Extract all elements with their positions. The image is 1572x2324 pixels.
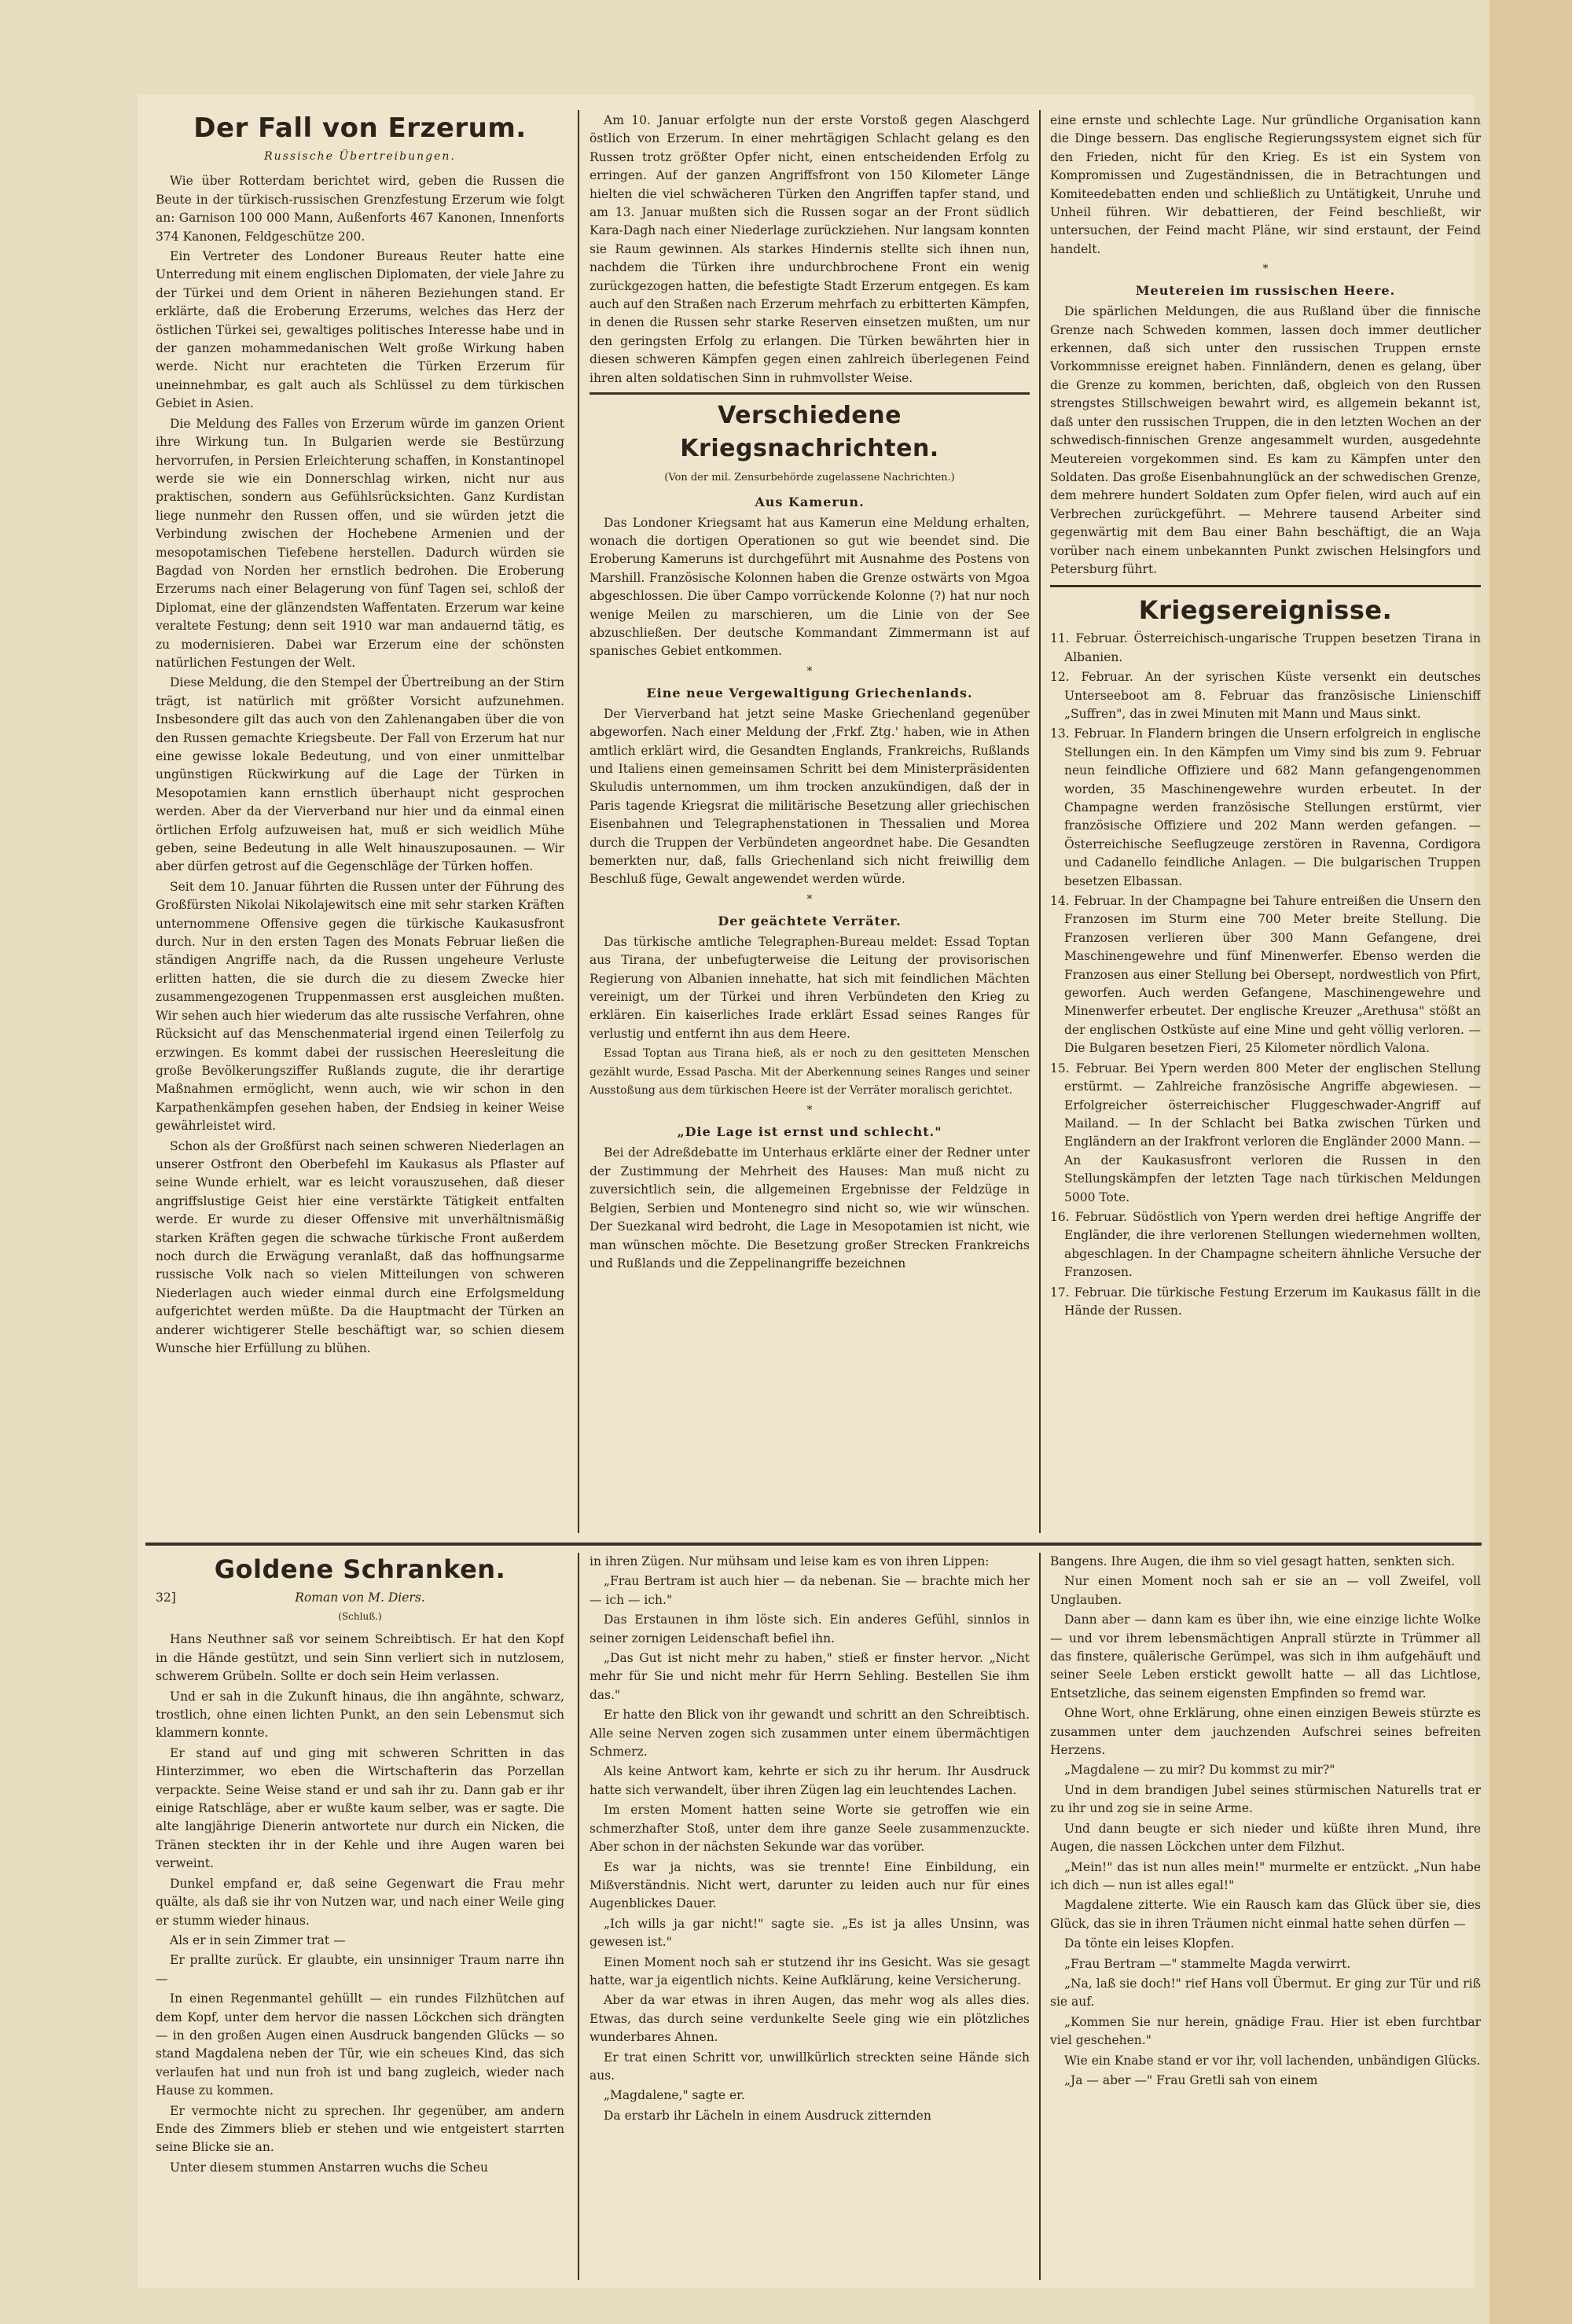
roman-paragraph: „Kommen Sie nur herein, gnädige Frau. Hier ist eben furchtbar viel geschehen." [1050,2014,1481,2048]
verschiedene-subtitle: (Von der mil. Zensurbehörde zugelassene Nachrichten.) [664,472,955,484]
erzerum-paragraph: Ein Vertreter des Londoner Bureaus Reuter hatte eine Unterredung mit einem englischen Diplomaten, der viele Jahre zu der Türkei und dem Orient in näheren Beziehungen stand. Er erklärte, daß die Eroberung Erzerums, welches das Herz der östlichen Türkei sei, gewaltiges politisches Interesse habe und in der ganzen mohammedanischen Welt große Wirkung haben werde. Nicht nur erachteten die Türken Erzerum für uneinnehmbar, es galt auch als Schlüssel zu dem türkischen Gebiet in Asien. [156,249,564,411]
erzerum-paragraph: Schon als der Großfürst nach seinen schweren Niederlagen an unserer Ostfront den Oberbefehl im Kaukasus als Pflaster auf seine Wunde erhielt, war es leicht vorauszusehen, daß dieser angriffslustige Geist hier eine verstärkte Tätigkeit entfalten werde. Er wurde zu dieser Offensive mit unverhältnismäßig starken Kräften gegen die schwache türkische Front außerdem noch durch die Erwägung veranlaßt, daß das hoffnungsarme russische Volk nach so vielen Mitteilungen von schweren Niederlagen auch wieder einmal durch eine Erfolgsmeldung aufgerichtet werden müßte. Da die Hauptmacht der Türken an anderer wichtigerer Stelle beschäftigt war, so schien diesem Wunsche hier Erfüllung zu blühen. [156,1138,564,1355]
verraeter-text: Das türkische amtliche Telegraphen-Bureau meldet: Essad Toptan aus Tirana, der unbefugterweise die Leitung der provisorischen Regierung von Albanien innehatte, hat sich mit feindlichen Mächten vereinigt, um der Türkei und ihren Verbündeten den Krieg zu erklären. Ein kaiserliches Irade erklärt Essad seines Ranges für verlustig und entfernt ihn aus dem Heere. [590,934,1030,1041]
page-edge [1489,0,1572,2324]
separator-star: * [806,1104,813,1117]
ereignis-item: 17. Februar. Die türkische Festung Erzerum im Kaukasus fällt in die Hände der Russen. [1050,1285,1481,1318]
roman-paragraph: Bangens. Ihre Augen, die ihm so viel gesagt hatten, senkten sich. [1050,1554,1456,1568]
roman-paragraph: Und in dem brandigen Jubel seines stürmischen Naturells trat er zu ihr und zog sie in seine Arme. [1050,1782,1481,1816]
ereignis-item: 16. Februar. Südöstlich von Ypern werden drei heftige Angriffe der Engländer, die ihre verlorenen Stellungen wiedernehmen wollten, abgeschlagen. In der Champagne scheitern ähnliche Versuche der Franzosen. [1050,1209,1481,1280]
griechenland-heading: Eine neue Vergewaltigung Griechenlands. [646,685,973,701]
column-erzerum [156,112,564,1531]
roman-paragraph: „Ja — aber —" Frau Gretli sah von einem [1064,2072,1318,2087]
roman-paragraph: „Ich wills ja gar nicht!" sagte sie. „Es ist ja alles Unsinn, was gewesen ist." [590,1916,1030,1950]
ereignis-item: 14. Februar. In der Champagne bei Tahure entreißen die Unsern den Franzosen im Sturm eine 700 Meter breite Stellung. Die Franzosen verlieren über 300 Mann Gefangene, drei Maschinengewehre und fünf Minenwerfer. Ebenso werden die Franzosen aus einer Stellung bei Obersept, nordwestlich von Pfirt, geworfen. Auch werden Gefangene, Maschinengewehre und Minenwerfer erbeutet. Der englische Kreuzer „Arethusa" stößt an der englischen Ostküste auf eine Mine und geht völlig verloren. — Die Bulgaren besetzen Fieri, 25 Kilometer nördlich Valona. [1050,894,1481,1056]
roman-column-2 [590,1553,1030,2280]
column-kriegsereignisse [1050,112,1481,1531]
roman-paragraph: Aber da war etwas in ihren Augen, das mehr wog als alles dies. Etwas, das durch seine verdunkelte Seele ging wie ein plötzliches wunderbares Ahnen. [590,1993,1030,2045]
meuterei-heading: Meutereien im russischen Heere. [1135,283,1396,299]
roman-title: Goldene Schranken. [214,1554,506,1584]
lage-text: Bei der Adreßdebatte im Unterhaus erklärte einer der Redner unter der Zustimmung der Mehrheit des Hauses: Man muß nicht zu zuversichtlich sein, die allgemeinen Ergebnisse der Feldzüge in Belgien, Serbien und Montenegro sind nicht so, wie wir wünschen. Der Suezkanal wird bedroht, die Lage in Mesopotamien ist nicht, wie man wünschen möchte. Die Besetzung großer Strecken Frankreichs und Rußlands und die Zeppelinangriffe bezeichnen [590,1145,1030,1270]
roman-paragraph: Er hatte den Blick von ihr gewandt und schritt an den Schreibtisch. Alle seine Nerven zogen sich zusammen unter einem übermächtigen Schmerz. [590,1708,1030,1760]
roman-paragraph: Unter diesem stummen Anstarren wuchs die Scheu [170,2160,488,2175]
column-divider [1039,1553,1041,2280]
roman-paragraph: Dann aber — dann kam es über ihn, wie eine einzige lichte Wolke — und vor ihrem lebensmächtigen Anprall stürzte in Trümmer all das finstere, quälerische Gerümpel, was sich in ihm aufgehäuft und seiner Seele Leben erstickt gewollt hatte — all das Lichtlose, Entsetzliche, das seinem eigensten Empfinden so fremd war. [1050,1612,1481,1701]
roman-paragraph: Im ersten Moment hatten seine Worte sie getroffen wie ein schmerzhafter Stoß, unter dem ihre ganze Seele zusammenzuckte. Aber schon in der nächsten Sekunde war das vorüber. [590,1803,1030,1855]
erzerum-title: Der Fall von Erzerum. [193,112,527,144]
section-divider [590,392,1030,395]
column-divider [578,110,579,1533]
roman-paragraph: Als er in sein Zimmer trat — [170,1932,346,1947]
roman-paragraph: Da tönte ein leises Klopfen. [1064,1936,1235,1951]
roman-paragraph: „Na, laß sie doch!" rief Hans voll Übermut. Er ging zur Tür und riß sie auf. [1050,1976,1481,2010]
lage-heading: „Die Lage ist ernst und schlecht." [677,1124,942,1140]
roman-paragraph: Ohne Wort, ohne Erklärung, ohne einen einzigen Beweis stürzte es zusammen unter dem jauchzenden Aufschrei seines befreiten Herzens. [1050,1706,1481,1758]
roman-paragraph: Hans Neuthner saß vor seinem Schreibtisch. Er hat den Kopf in die Hände gestützt, und sein Sinn verliert sich in nutzlosem, schwerem Grübeln. Sollte er doch sein Heim verlassen. [156,1632,564,1684]
roman-byline: Roman von M. Diers. [295,1590,425,1605]
roman-paragraph: Nur einen Moment noch sah er sie an — voll Zweifel, voll Unglauben. [1050,1574,1481,1607]
kamerun-heading: Aus Kamerun. [755,494,865,509]
roman-paragraph: Er vermochte nicht zu sprechen. Ihr gegenüber, am andern Ende des Zimmers blieb er stehen und wie entgeistert starrten seine Blicke sie an. [156,2103,564,2155]
roman-paragraph: Und dann beugte er sich nieder und küßte ihren Mund, ihre Augen, die nassen Löckchen unter dem Filzhut. [1050,1821,1481,1855]
roman-paragraph: Da erstarb ihr Lächeln in einem Ausdruck zitternden [604,2108,931,2123]
lage-continued: eine ernste und schlechte Lage. Nur gründliche Organisation kann die Dinge bessern. Das englische Regierungssystem eignet sich für den Frieden, nicht für den Krieg. Es ist ein System von Kompromissen und Zugeständnissen, die in Betrachtungen und Komiteedebatten enden und schließlich zu Untätigkeit, Unruhe und Unheil führen. Wir debattieren, der Feind beschließt, wir untersuchen, der Feind macht Pläne, wir sind erstaunt, der Feind handelt. [1050,113,1481,256]
griechenland-text: Der Vierverband hat jetzt seine Maske Griechenland gegenüber abgeworfen. Nach einer Meldung der ‚Frkf. Ztg.' haben, wie in Athen amtlich erklärt wird, die Gesandten Englands, Frankreichs, Rußlands und Italiens einen gemeinsamen Schritt bei dem Ministerpräsidenten Skuludis unternommen, um ihm trocken anzukündigen, daß der in Paris tagende Kriegsrat die militärische Besetzung aller griechischen Eisenbahnen und Telegraphenstationen in Thessalien und Morea durch die Truppen der Verbündeten angeordnet habe. Die Gesandten bemerkten nur, daß, falls Griechenland sich nicht freiwillig dem Beschluß füge, Gewalt angewendet werden würde. [590,706,1030,887]
roman-paragraph: „Frau Bertram —" stammelte Magda verwirrt. [1064,1956,1351,1971]
roman-column-1 [156,1553,564,2280]
roman-paragraph: Er stand auf und ging mit schweren Schritten in das Hinterzimmer, wo eben die Wirtschafterin das Porzellan verpackte. Seine Weise stand er und sah ihr zu. Dann gab er ihr einige Ratschläge, aber er wußte kaum selber, was er sagte. Die alte langjährige Dienerin antwortete nur durch ein Nicken, die Tränen steckten ihr in der Kehle und ihre Augen waren bei verweint. [156,1745,564,1871]
roman-paragraph: „Frau Bertram ist auch hier — da nebenan. Sie — brachte mich her — ich — ich." [590,1574,1030,1607]
roman-paragraph: Und er sah in die Zukunft hinaus, die ihn angähnte, schwarz, trostlich, ohne einen lichten Punkt, an den sein Lebensmut sich klammern konnte. [156,1689,564,1741]
separator-star: * [806,892,813,906]
ereignisse-title: Kriegsereignisse. [1138,595,1393,626]
erzerum-subtitle: Russische Übertreibungen. [264,150,456,163]
kamerun-text: Das Londoner Kriegsamt hat aus Kamerun eine Meldung erhalten, wonach die dortigen Operationen so gut wie beendet sind. Die Eroberung Kameruns ist durchgeführt mit Ausnahme des Postens von Marshill. Französische Kolonnen haben die Grenze ostwärts von Mgoa abgeschlossen. Die über Campo vorrückende Kolonne (?) hat nur noch wenige Meilen zu marschieren, um die Linie von der See abzuschließen. Der deutsche Kommandant Zimmermann ist auf spanisches Gebiet entkommen. [590,515,1030,659]
meuterei-text: Die spärlichen Meldungen, die aus Rußland über die finnische Grenze nach Schweden kommen, lassen doch immer deutlicher erkennen, daß sich unter den russischen Truppen ernste Vorkommnisse ereignet haben. Finnländern, denen es gelang, über die Grenze zu kommen, berichten, daß, obgleich von den Russen strengstes Stillschweigen bewahrt wird, es allgemein bekannt ist, daß unter den russischen Truppen, die in den letzten Wochen an der schwedisch-finnischen Grenze angesammelt wurden, ausgedehnte Meutereien vorgekommen sind. Es kam zu Kämpfen unter den Soldaten. Das große Eisenbahnunglück an der schwedischen Grenze, dem mehrere hundert Soldaten zum Opfer fielen, wird auch auf ein Verbrechen zurückgeführt. — Mehrere tausend Arbeiter sind gegenwärtig mit dem Bau einer Bahn beschäftigt, die an Waja vorüber nach einem unbekannten Punkt zwischen Helsingfors und Petersburg führt. [1050,304,1481,576]
erzerum-paragraph: Seit dem 10. Januar führten die Russen unter der Führung des Großfürsten Nikolai Nikolajewitsch eine mit sehr starken Kräften unternommene Offensive gegen die türkische Kaukasusfront durch. Nur in den ersten Tagen des Monats Februar ließen die ständigen Angriffe nach, da die Russen ungeheure Verluste erlitten hatten, die sie durch die zu diesem Zwecke hier zusammengezogenen Truppenmassen erst ausgleichen mußten. Wir sehen auch hier wiederum das alte russische Verfahren, ohne Rücksicht auf das Menschenmaterial irgend einen Teilerfolg zu erzwingen. Es kommt dabei der russischen Heeresleitung die große Bevölkerungsziffer Rußlands zugute, die ihr derartige Maßnahmen ermöglicht, wenn auch, wie wir schon in den Karpathenkämpfen gesehen haben, der Endsieg in keiner Weise gewährleistet wird. [156,879,564,1134]
roman-column-3 [1050,1553,1481,2280]
roman-paragraph: Als keine Antwort kam, kehrte er sich zu ihr herum. Ihr Ausdruck hatte sich verwandelt, über ihren Zügen lag ein leuchtendes Lachen. [590,1764,1030,1797]
roman-byline-row [156,1589,564,1608]
verraeter-text: Essad Toptan aus Tirana hieß, als er noch zu den gesitteten Menschen gezählt wurde, Essad Pascha. Mit der Aberkennung seines Ranges und seiner Ausstoßung aus dem türkischen Heere ist der Verräter moralisch gerichtet. [590,1047,1030,1098]
roman-paragraph: Das Erstaunen in ihm löste sich. Ein anderes Gefühl, sinnlos in seiner zornigen Leidenschaft befiel ihn. [590,1612,1030,1646]
roman-paragraph: Es war ja nichts, was sie trennte! Eine Einbildung, ein Mißverständnis. Nicht wert, darunter zu leiden auch nur für eines Augenblickes Dauer. [590,1859,1030,1911]
separator-star: * [1262,263,1269,276]
separator-star: * [806,664,813,678]
roman-paragraph: In einen Regenmantel gehüllt — ein rundes Filzhütchen auf dem Kopf, unter dem hervor die nassen Löckchen sich drängten — in den großen Augen einen Ausdruck bangenden Glücks — so stand Magdalena neben der Tür, wie ein scheues Kind, das sich verlaufen hat und nun froh ist und bang zugleich, wieder nach Hause zu kommen. [156,1991,564,2098]
verschiedene-title: Verschiedene Kriegsnachrichten. [680,402,939,463]
ereignis-item: 12. Februar. An der syrischen Küste versenkt ein deutsches Unterseeboot am 8. Februar das französische Linienschiff „Suffren", das in zwei Minuten mit Mann und Maus sinkt. [1050,670,1481,721]
column-divider [578,1553,579,2280]
erzerum-paragraph: Die Meldung des Falles von Erzerum würde im ganzen Orient ihre Wirkung tun. In Bulgarien werde sie Bestürzung hervorrufen, in Persien Erleichterung schaffen, in Konstantinopel werde sie wie ein Donnerschlag wirken, nicht nur aus praktischen, sondern aus Gefühlsrücksichten. Ganz Kurdistan liege nunmehr den Russen offen, und sie würden jetzt die Verbindung zwischen der Hochebene Armenien und der mesopotamischen Tiefebene herstellen. Dadurch würden sie Bagdad von Norden her ernstlich bedrohen. Die Eroberung Erzerums nach einer Belagerung von fünf Tagen sei, schloß der Diplomat, eine der glänzendsten Waffentaten. Erzerum war keine veraltete Festung; denn seit 1910 war man andauernd tätig, es zu modernisieren. Dabei war Erzerum eine der schönsten natürlichen Festungen der Welt. [156,416,564,670]
column-divider [1039,110,1041,1533]
roman-paragraph: „Das Gut ist nicht mehr zu haben," stieß er finster hervor. „Nicht mehr für Sie und nicht mehr für Herrn Sehling. Bestellen Sie ihm das." [590,1651,1030,1702]
roman-paragraph: Er trat einen Schritt vor, unwillkürlich streckten seine Hände sich aus. [590,2050,1030,2083]
roman-paragraph: Einen Moment noch sah er stutzend ihr ins Gesicht. Was sie gesagt hatte, war ja eigentlich nichts. Keine Aufklärung, keine Versicherung. [590,1954,1030,1988]
ereignisse-list [1050,630,1481,1320]
ereignis-item: 11. Februar. Österreichisch-ungarische Truppen besetzen Tirana in Albanien. [1050,631,1481,664]
ereignis-item: 13. Februar. In Flandern bringen die Unsern erfolgreich in englische Stellungen ein. In den Kämpfen um Vimy sind bis zum 9. Februar neun feindliche Offiziere und 682 Mann gefangengenommen worden, 35 Maschinengewehre wurden erbeutet. In der Champagne werden französische Stellungen erstürmt, vier französische Offiziere und 202 Mann werden gefangen. — Österreichische Seeflugzeuge zerstören in Ravenna, Cordigora und Cadanello feindliche Anlagen. — Die bulgarischen Truppen besetzen Elbassan. [1050,726,1481,888]
ereignis-item: 15. Februar. Bei Ypern werden 800 Meter der englischen Stellung erstürmt. — Zahlreiche französische Angriffe abgewiesen. — Erfolgreicher österreichischer Fluggeschwader-Angriff auf Mailand. — In der Schlacht bei Batka zwischen Türken und Engländern an der Irakfront verloren die Engländer 2000 Mann. — An der Kaukasusfront verloren die Russen in den Stellungskämpfen der letzten Tage nach türkischen Meldungen 5000 Tote. [1050,1061,1481,1204]
feuilleton-divider [145,1543,1482,1546]
section-divider [1050,585,1481,587]
roman-paragraph: Er prallte zurück. Er glaubte, ein unsinniger Traum narre ihn — [156,1953,564,1986]
roman-paragraph: Dunkel empfand er, daß seine Gegenwart die Frau mehr quälte, als daß sie ihr von Nutzen war, und nach einer Weile ging er stumm wieder hinaus. [156,1876,564,1928]
roman-paragraph: Magdalene zitterte. Wie ein Rausch kam das Glück über sie, dies Glück, das sie in ihren Träumen nicht einmal hatte sehen dürfen — [1050,1898,1481,1931]
roman-paragraph: „Magdalene," sagte er. [604,2088,745,2103]
verraeter-heading: Der geächtete Verräter. [718,913,902,928]
roman-schluss: (Schluß.) [338,1611,382,1622]
roman-paragraph: in ihren Zügen. Nur mühsam und leise kam es von ihren Lippen: [590,1554,990,1568]
erzerum-paragraph: Wie über Rotterdam berichtet wird, geben die Russen die Beute in der türkisch-russischen Grenzfestung Erzerum wie folgt an: Garnison 100 000 Mann, Außenforts 467 Kanonen, Innenforts 374 Kanonen, Feldgeschütze 200. [156,174,564,244]
column-kriegsnachrichten [590,112,1030,1531]
erzerum-paragraph: Diese Meldung, die den Stempel der Übertreibung an der Stirn trägt, ist natürlich mit größter Vorsicht aufzunehmen. Insbesondere gilt das auch von den Zahlenangaben über die von den Russen gemachte Kriegsbeute. Der Fall von Erzerum hat nur eine gewisse lokale Bedeutung, und von einer unmittelbar ungünstigen Rückwirkung auf die Lage der Türken in Mesopotamien kann ernstlich überhaupt nicht gesprochen werden. Aber da der Vierverband nur hier und da einmal einen örtlichen Erfolg aufzuweisen hat, muß er sich weidlich Mühe geben, seine Bedeutung in alle Welt hinauszuposaunen. — Wir aber dürfen getrost auf die Gegenschläge der Türken hoffen. [156,675,564,874]
roman-paragraph: „Mein!" das ist nun alles mein!" murmelte er entzückt. „Nun habe ich dich — nun ist alles egal!" [1050,1859,1481,1892]
roman-paragraph: „Magdalene — zu mir? Du kommst zu mir?" [1064,1763,1335,1778]
erzerum-continued: Am 10. Januar erfolgte nun der erste Vorstoß gegen Alaschgerd östlich von Erzerum. In einer mehrtägigen Schlacht gelang es den Russen trotz größter Opfer nicht, einen entscheidenden Erfolg zu erringen. Auf der ganzen Angriffsfront von 150 Kilometer Länge hielten die viel schwächeren Türken den Angriffen tapfer stand, und am 13. Januar mußten sich die Russen sogar an der Front südlich Kara-Dagh nach einer Niederlage zurückziehen. Nur langsam konnten sie Raum gewinnen. Als starkes Hindernis stellte sich ihnen nun, nachdem die Türken ihre undurchbrochene Front ein wenig zurückgezogen hatten, die befestigte Stadt Erzerum entgegen. Es kam auch auf den Straßen nach Erzerum mehrfach zu erbitterten Kämpfen, in denen die Russen sehr starke Reserven einsetzen mußten, um nur den geringsten Erfolg zu erlangen. Die Türken bewährten hier in diesen schweren Kämpfen gegen einen zahlreich überlegenen Feind ihren alten soldatischen Sinn in ruhmvollster Weise. [590,113,1030,385]
roman-number: 32] [156,1590,176,1605]
roman-paragraph: Wie ein Knabe stand er vor ihr, voll lachenden, unbändigen Glücks. [1064,2053,1481,2068]
